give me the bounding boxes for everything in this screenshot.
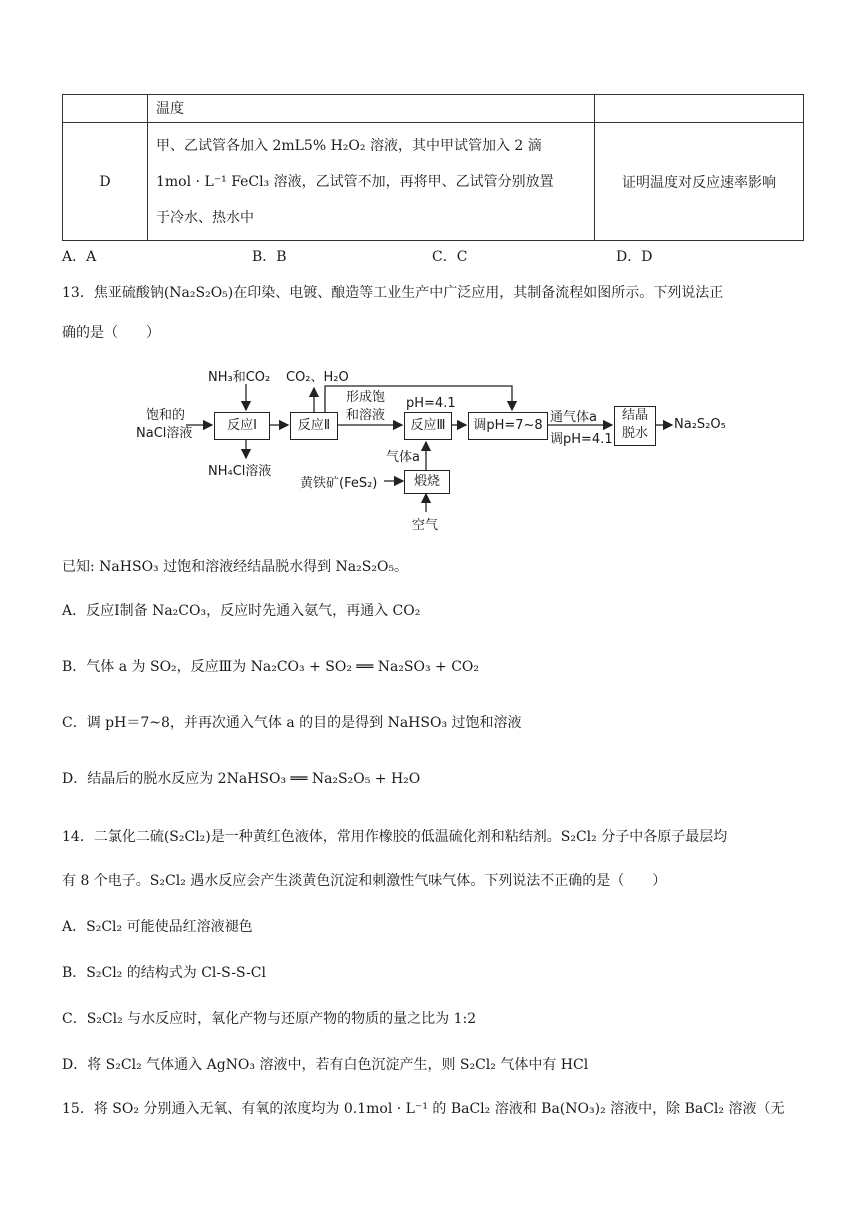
q13-option-a[interactable]: A．反应Ⅰ制备 Na₂CO₃，反应时先通入氨气，再通入 CO₂ <box>62 603 421 619</box>
table-row <box>63 123 804 241</box>
reaction-3-box: 反应Ⅲ <box>404 412 452 440</box>
co2-h2o-label: CO₂、H₂O <box>286 370 349 385</box>
experiment-table <box>62 94 804 241</box>
crystallize-line: 脱水 <box>621 426 648 441</box>
option-d[interactable]: D．D <box>616 249 653 265</box>
nh4cl-label: NH₄Cl溶液 <box>208 464 272 479</box>
table-cell: 温度 <box>148 95 595 123</box>
input-nacl-label: 饱和的 <box>146 408 186 423</box>
gas-a-label: 气体a <box>386 450 420 465</box>
reaction-2-box: 反应Ⅱ <box>290 412 338 440</box>
option-a[interactable]: A．A <box>62 249 97 265</box>
table-cell <box>595 95 804 123</box>
adjust-ph-box: 调pH=7~8 <box>468 412 548 440</box>
adjust-ph-label: 调pH=4.1 <box>550 432 613 447</box>
cell-line: 1mol · L⁻¹ FeCl₃ 溶液，乙试管不加，再将甲、乙试管分别放置 <box>156 173 554 190</box>
q14-option-b[interactable]: B．S₂Cl₂ 的结构式为 Cl-S-S-Cl <box>62 965 266 981</box>
reaction-1-box: 反应Ⅰ <box>214 412 270 440</box>
q14-stem-line2: 有 8 个电子。S₂Cl₂ 遇水反应会产生淡黄色沉淀和刺激性气味气体。下列说法不正确的是（ ） <box>62 873 667 889</box>
crystallize-line: 结晶 <box>621 408 648 423</box>
flow-arrows <box>0 0 860 540</box>
input-nacl-label: NaCl溶液 <box>136 426 193 441</box>
air-label: 空气 <box>412 518 439 533</box>
nh3-co2-label: NH₃和CO₂ <box>208 370 271 385</box>
pyrite-label: 黄铁矿(FeS₂) <box>300 476 378 491</box>
flow-diagram <box>0 0 860 540</box>
ph41-label: pH=4.1 <box>406 396 456 411</box>
table-row <box>63 95 804 123</box>
calcine-box: 煅烧 <box>404 470 450 494</box>
product-label: Na₂S₂O₅ <box>674 417 726 432</box>
q13-known: 已知: NaHSO₃ 过饱和溶液经结晶脱水得到 Na₂S₂O₅。 <box>62 559 409 575</box>
option-c[interactable]: C．C <box>432 249 468 265</box>
q14-option-a[interactable]: A．S₂Cl₂ 可能使品红溶液褪色 <box>62 919 253 935</box>
pass-gas-label: 通气体a <box>550 410 597 425</box>
purpose-cell: 证明温度对反应速率影响 <box>595 123 804 241</box>
crystallize-box <box>614 406 656 446</box>
cell-line: 于冷水、热水中 <box>156 209 254 226</box>
q14-stem-line1: 14．二氯化二硫(S₂Cl₂)是一种黄红色液体，常用作橡胶的低温硫化剂和粘结剂。S₂Cl₂ 分子中各原子最层均 <box>62 829 728 845</box>
q13-option-d[interactable]: D．结晶后的脱水反应为 2NaHSO₃ ══ Na₂S₂O₅ + H₂O <box>62 771 421 787</box>
q13-stem-line2: 确的是（ ） <box>62 325 160 341</box>
q13-option-b[interactable]: B．气体 a 为 SO₂，反应Ⅲ为 Na₂CO₃ + SO₂ ══ Na₂SO₃ + CO₂ <box>62 659 480 675</box>
table-cell <box>63 95 148 123</box>
row-label: D <box>63 123 148 241</box>
q14-option-c[interactable]: C．S₂Cl₂ 与水反应时，氧化产物与还原产物的物质的量之比为 1:2 <box>62 1011 477 1027</box>
option-b[interactable]: B．B <box>252 249 287 265</box>
q15-stem-line1: 15．将 SO₂ 分别通入无氧、有氧的浓度均为 0.1mol · L⁻¹ 的 BaCl₂ 溶液和 Ba(NO₃)₂ 溶液中，除 BaCl₂ 溶液（无 <box>62 1101 785 1117</box>
q13-option-c[interactable]: C．调 pH＝7~8，并再次通入气体 a 的目的是得到 NaHSO₃ 过饱和溶液 <box>62 715 522 731</box>
cell-line: 甲、乙试管各加入 2mL5% H₂O₂ 溶液，其中甲试管加入 2 滴 <box>156 137 542 154</box>
q14-option-d[interactable]: D．将 S₂Cl₂ 气体通入 AgNO₃ 溶液中，若有白色沉淀产生，则 S₂Cl₂ 气体中有 HCl <box>62 1057 589 1073</box>
q13-stem-line1: 13．焦亚硫酸钠(Na₂S₂O₅)在印染、电镀、酿造等工业生产中广泛应用，其制备流程如图所示。下列说法正 <box>62 285 724 301</box>
saturated-label: 形成饱 <box>346 390 386 405</box>
saturated-label: 和溶液 <box>346 408 386 423</box>
table-cell <box>148 123 595 241</box>
